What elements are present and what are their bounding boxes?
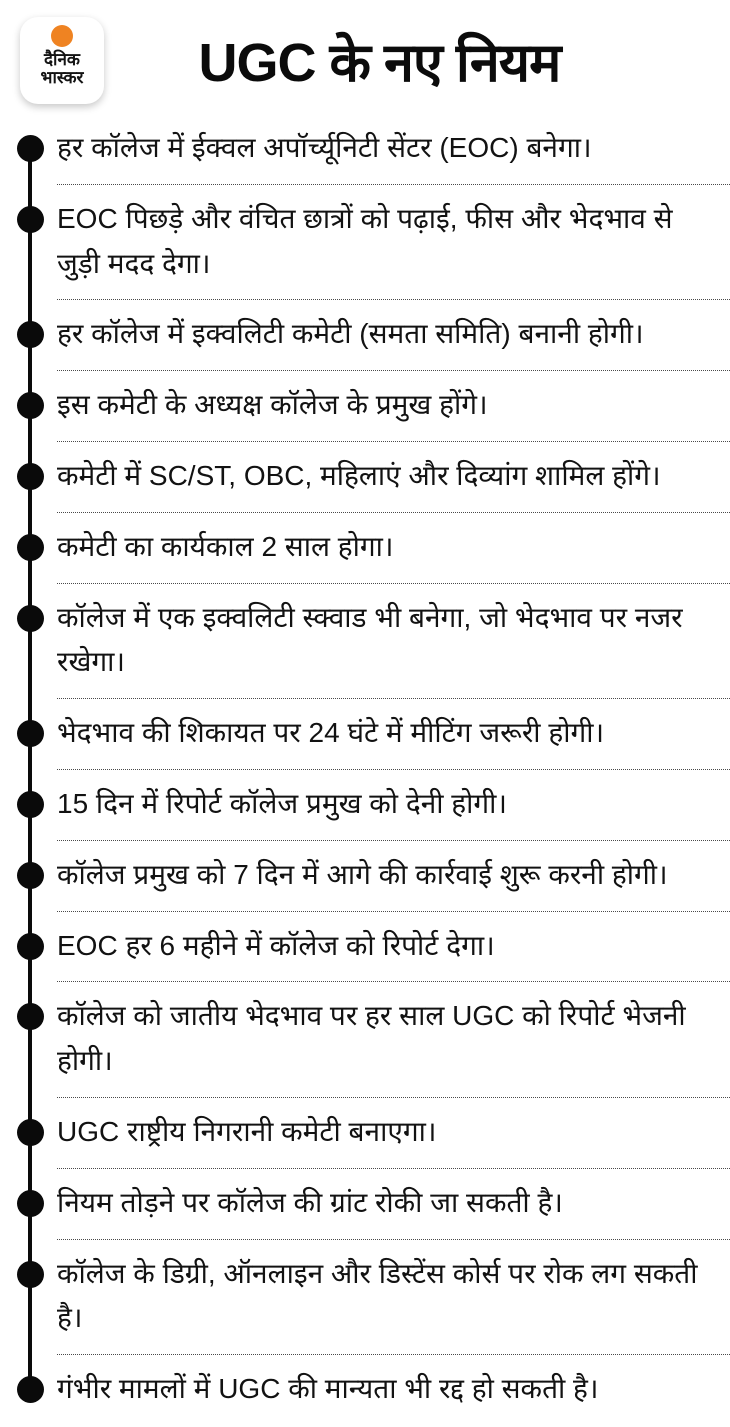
rules-list xyxy=(0,112,730,1425)
bullet-column xyxy=(0,1098,57,1169)
bullet-icon xyxy=(17,135,44,162)
bullet-column xyxy=(0,584,57,700)
bullet-icon xyxy=(17,534,44,561)
list-item xyxy=(0,912,730,983)
bullet-column xyxy=(0,185,57,301)
bullet-column xyxy=(0,1169,57,1240)
dainik-bhaskar-logo xyxy=(20,17,104,104)
bullet-column xyxy=(0,300,57,371)
bullet-column xyxy=(0,841,57,912)
bullet-icon xyxy=(17,933,44,960)
bullet-icon xyxy=(17,206,44,233)
page-title: UGC के नए नियम xyxy=(198,33,561,93)
rule-text: कॉलेज के डिग्री, ऑनलाइन और डिस्टेंस कोर्स पर रोक लग सकती है। xyxy=(57,1240,730,1356)
rule-text: गंभीर मामलों में UGC की मान्यता भी रद्द हो सकती है। xyxy=(57,1373,599,1405)
bullet-icon xyxy=(17,1376,44,1403)
rule-text: कमेटी का कार्यकाल 2 साल होगा। xyxy=(57,513,730,584)
rule-text: UGC राष्ट्रीय निगरानी कमेटी बनाएगा। xyxy=(57,1098,730,1169)
list-item xyxy=(0,185,730,301)
rule-text: कॉलेज को जातीय भेदभाव पर हर साल UGC को रिपोर्ट भेजनी होगी। xyxy=(57,982,730,1098)
logo-text-line2: भास्कर xyxy=(40,67,84,87)
list-item xyxy=(0,1355,730,1425)
bullet-column xyxy=(0,982,57,1098)
list-item xyxy=(0,1240,730,1356)
list-item xyxy=(0,699,730,770)
bullet-icon xyxy=(17,605,44,632)
bullet-column xyxy=(0,1355,57,1425)
rule-text: इस कमेटी के अध्यक्ष कॉलेज के प्रमुख होंगे। xyxy=(57,371,730,442)
bullet-icon xyxy=(17,1119,44,1146)
header xyxy=(0,0,730,112)
bullet-icon xyxy=(17,392,44,419)
rule-text: हर कॉलेज में ईक्वल अपॉर्च्यूनिटी सेंटर (EOC) बनेगा। xyxy=(57,114,730,185)
rule-text: 15 दिन में रिपोर्ट कॉलेज प्रमुख को देनी होगी। xyxy=(57,770,730,841)
rule-text: EOC हर 6 महीने में कॉलेज को रिपोर्ट देगा। xyxy=(57,912,730,983)
bullet-column xyxy=(0,770,57,841)
bullet-column xyxy=(0,1240,57,1356)
list-item xyxy=(0,114,730,185)
bullet-column xyxy=(0,371,57,442)
list-item xyxy=(0,513,730,584)
list-item xyxy=(0,442,730,513)
bullet-icon xyxy=(17,321,44,348)
bullet-icon xyxy=(17,791,44,818)
bullet-icon xyxy=(17,1261,44,1288)
list-item xyxy=(0,982,730,1098)
rule-text: कॉलेज प्रमुख को 7 दिन में आगे की कार्रवाई शुरू करनी होगी। xyxy=(57,841,730,912)
bullet-column xyxy=(0,912,57,983)
list-item xyxy=(0,371,730,442)
list-item xyxy=(0,841,730,912)
bullet-icon xyxy=(17,720,44,747)
rule-text: EOC पिछड़े और वंचित छात्रों को पढ़ाई, फीस और भेदभाव से जुड़ी मदद देगा। xyxy=(57,185,730,301)
list-item xyxy=(0,584,730,700)
bullet-icon xyxy=(17,463,44,490)
rule-text: हर कॉलेज में इक्वलिटी कमेटी (समता समिति) बनानी होगी। xyxy=(57,300,730,371)
rule-text: नियम तोड़ने पर कॉलेज की ग्रांट रोकी जा सकती है। xyxy=(57,1169,730,1240)
list-item xyxy=(0,1169,730,1240)
bullet-icon xyxy=(17,862,44,889)
bullet-column xyxy=(0,699,57,770)
logo-sun-icon xyxy=(51,25,73,47)
rule-text: कॉलेज में एक इक्वलिटी स्क्वाड भी बनेगा, जो भेदभाव पर नजर रखेगा। xyxy=(57,584,730,700)
list-item xyxy=(0,1098,730,1169)
bullet-icon xyxy=(17,1003,44,1030)
list-item xyxy=(0,300,730,371)
bullet-icon xyxy=(17,1190,44,1217)
bullet-column xyxy=(0,114,57,185)
bullet-column xyxy=(0,442,57,513)
bullet-column xyxy=(0,513,57,584)
rule-text: कमेटी में SC/ST, OBC, महिलाएं और दिव्यांग शामिल होंगे। xyxy=(57,442,730,513)
logo-text xyxy=(41,51,84,88)
logo-text-line1: दैनिक xyxy=(44,49,80,69)
rule-text: भेदभाव की शिकायत पर 24 घंटे में मीटिंग जरूरी होगी। xyxy=(57,699,730,770)
list-item xyxy=(0,770,730,841)
